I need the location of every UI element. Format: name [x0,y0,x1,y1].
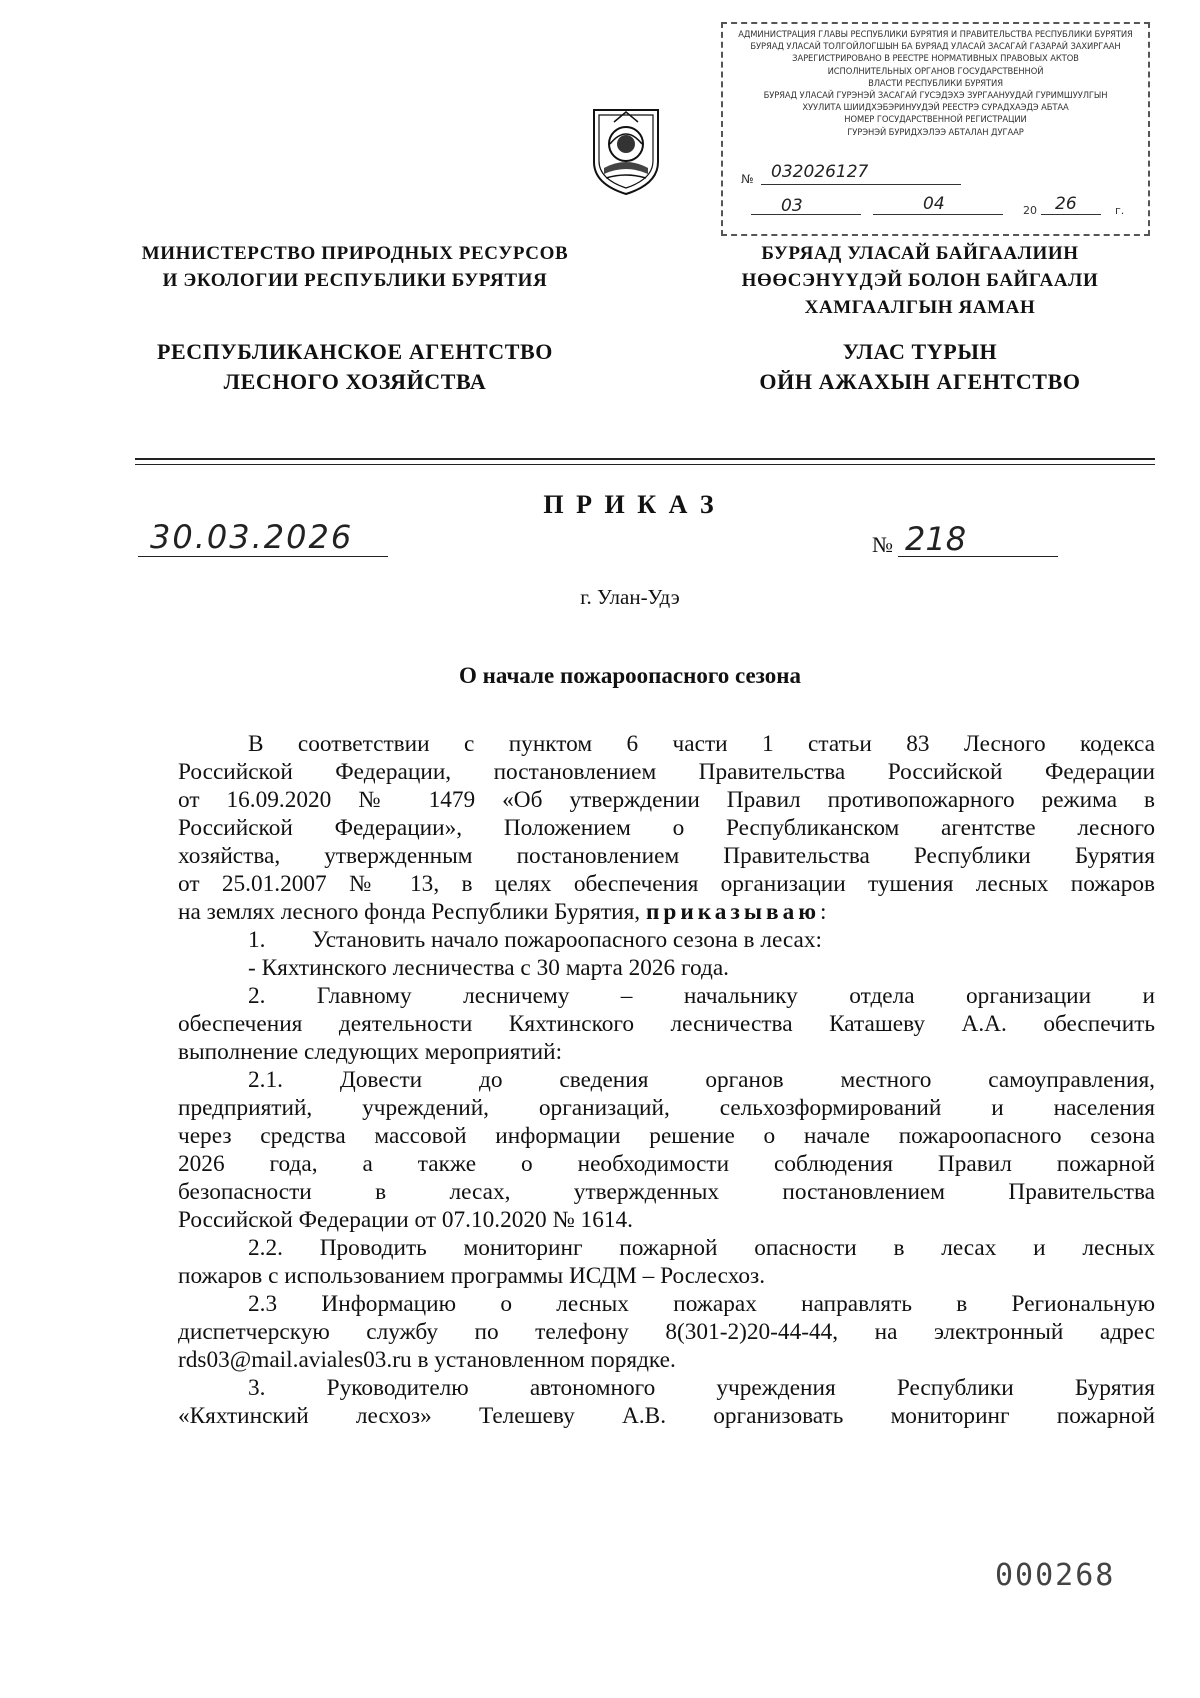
body-text: : [820,899,827,925]
header-line: НӨӨСЭНҮҮДЭЙ БОЛОН БАЙГААЛИ [741,270,1099,291]
stamp-year-prefix: 20 [1023,204,1037,217]
body-line: от 25.01.2007 № 13, в целях обеспечения организации тушения лесных пожаров [178,871,1155,897]
stamp-line: ЗАРЕГИСТРИРОВАНО В РЕЕСТРЕ НОРМАТИВНЫХ ПРАВОВЫХ АКТОВ [792,53,1079,64]
order-number-underline [898,556,1058,557]
header-divider [135,458,1155,460]
header-line: ЛЕСНОГО ХОЗЯЙСТВА [223,369,487,394]
body-line: предприятий, учреждений, организаций, сельхозформирований и населения [178,1095,1155,1121]
body-line: 2.2. Проводить мониторинг пожарной опасности в лесах и лесных [248,1235,1155,1261]
body-line: - Кяхтинского лесничества с 30 марта 2026 года. [248,955,729,981]
stamp-line: НОМЕР ГОСУДАРСТВЕННОЙ РЕГИСТРАЦИИ [844,114,1027,125]
stamp-number-prefix: № [741,172,754,186]
header-line: УЛАС ТҮРЫН [842,339,998,364]
stamp-line: БУРЯАД УЛАСАЙ ГУРЭНЭЙ ЗАСАГАЙ ГУСЭДЭХЭ ЗУРГААНУУДАЙ ГУРИМШУУЛГЫН [763,90,1108,101]
stamp-line: ГУРЭНЭЙ БУРИДХЭЛЭЭ АБТАЛАН ДУГААР [847,126,1024,137]
order-number-label: № [872,532,893,557]
header-right-agency [720,337,1120,397]
body-line: через средства массовой информации решение о начале пожароопасного сезона [178,1123,1155,1149]
header-left-ministry [120,240,590,294]
header-line: МИНИСТЕРСТВО ПРИРОДНЫХ РЕСУРСОВ [141,243,569,264]
body-line: пожаров с использованием программы ИСДМ – Рослесхоз. [178,1263,766,1289]
stamp-line: БУРЯАД УЛАСАЙ ТОЛГОЙЛОГШЫН БА БУРЯАД УЛАСАЙ ЗАСАГАЙ ГАЗАРАЙ ЗАХИРГААН [750,41,1121,52]
header-right-ministry [720,240,1120,321]
stamp-year-letter: г. [1115,204,1125,217]
body-text: Установить начало пожароопасного сезона в лесах: [312,927,822,953]
body-line: 2.3 Информацию о лесных пожарах направлять в Региональную [248,1291,1155,1317]
body-line: обеспечения деятельности Кяхтинского лесничества Каташеву А.А. обеспечить [178,1011,1155,1037]
body-line: от 16.09.2020 № 1479 «Об утверждении Правил противопожарного режима в [178,787,1155,813]
body-line: rds03@mail.aviales03.ru в установленном порядке. [178,1347,676,1373]
header-left-agency [120,337,590,397]
body-line: Российской Федерации», Положением о Республиканском агентстве лесного [178,815,1155,841]
order-date-underline [138,556,388,557]
body-line: 3. Руководителю автономного учреждения Республики Бурятия [248,1375,1155,1401]
body-line: В соответствии с пунктом 6 части 1 статьи 83 Лесного кодекса [248,731,1155,757]
body-line: выполнение следующих мероприятий: [178,1039,563,1065]
body-line [178,926,1155,954]
header-line: БУРЯАД УЛАСАЙ БАЙГААЛИИН [761,243,1079,264]
body-line: 2. Главному лесничему – начальнику отдела организации и [248,983,1155,1009]
order-subject: О начале пожароопасного сезона [458,663,802,688]
stamp-reg-number: 032026127 [771,162,869,182]
header-line: ХАМГААЛГЫН ЯАМАН [804,297,1036,318]
body-line: безопасности в лесах, утвержденных постановлением Правительства [178,1179,1155,1205]
stamp-date-day: 03 [781,196,803,216]
registration-stamp [721,22,1150,236]
body-line: хозяйства, утвержденным постановлением Правительства Республики Бурятия [178,843,1155,869]
order-verb: приказываю [645,899,821,925]
body-line: Российской Федерации от 07.10.2020 № 1614. [178,1207,633,1233]
order-number: 218 [905,520,967,558]
order-title: П Р И К А З [543,490,717,519]
stamp-line: АДМИНИСТРАЦИЯ ГЛАВЫ РЕСПУБЛИКИ БУРЯТИЯ И ПРАВИТЕЛЬСТВА РЕСПУБЛИКИ БУРЯТИЯ [738,29,1133,39]
body-line: 2.1. Довести до сведения органов местного самоуправления, [248,1067,1155,1093]
body-line: «Кяхтинский лесхоз» Телешеву А.В. организовать мониторинг пожарной [178,1403,1155,1429]
stamp-line: ИСПОЛНИТЕЛЬНЫХ ОРГАНОВ ГОСУДАРСТВЕННОЙ [827,65,1044,76]
order-body [178,730,1155,1430]
stamp-line: ХУУЛИТА ШИИДХЭБЭРИНУУДЭЙ РЕЕСТРЭ СУРАДХАЭДЭ АБТАА [802,102,1069,113]
body-line: 2026 года, а также о необходимости соблюдения Правил пожарной [178,1151,1155,1177]
header-divider-thin [135,464,1155,465]
body-line: Российской Федерации, постановлением Правительства Российской Федерации [178,759,1155,785]
header-line: И ЭКОЛОГИИ РЕСПУБЛИКИ БУРЯТИЯ [162,270,548,291]
stamp-year-suffix: 26 [1055,194,1077,214]
header-line: РЕСПУБЛИКАНСКОЕ АГЕНТСТВО [157,339,553,364]
stamp-date-month: 04 [923,194,945,214]
body-text: на землях лесного фонда Республики Бурятия, [178,899,641,925]
item-number: 1. [248,927,266,953]
stamp-line: ВЛАСТИ РЕСПУБЛИКИ БУРЯТИЯ [868,77,1003,88]
header-line: ОЙН АЖАХЫН АГЕНТСТВО [759,369,1081,394]
coat-of-arms-emblem [590,104,662,198]
order-date: 30.03.2026 [150,518,354,556]
body-line: диспетчерскую службу по телефону 8(301-2)20-44-44, на электронный адрес [178,1319,1155,1345]
page-serial-number: 000268 [995,1558,1116,1593]
order-city: г. Улан-Удэ [580,585,680,609]
body-line [178,898,1155,926]
